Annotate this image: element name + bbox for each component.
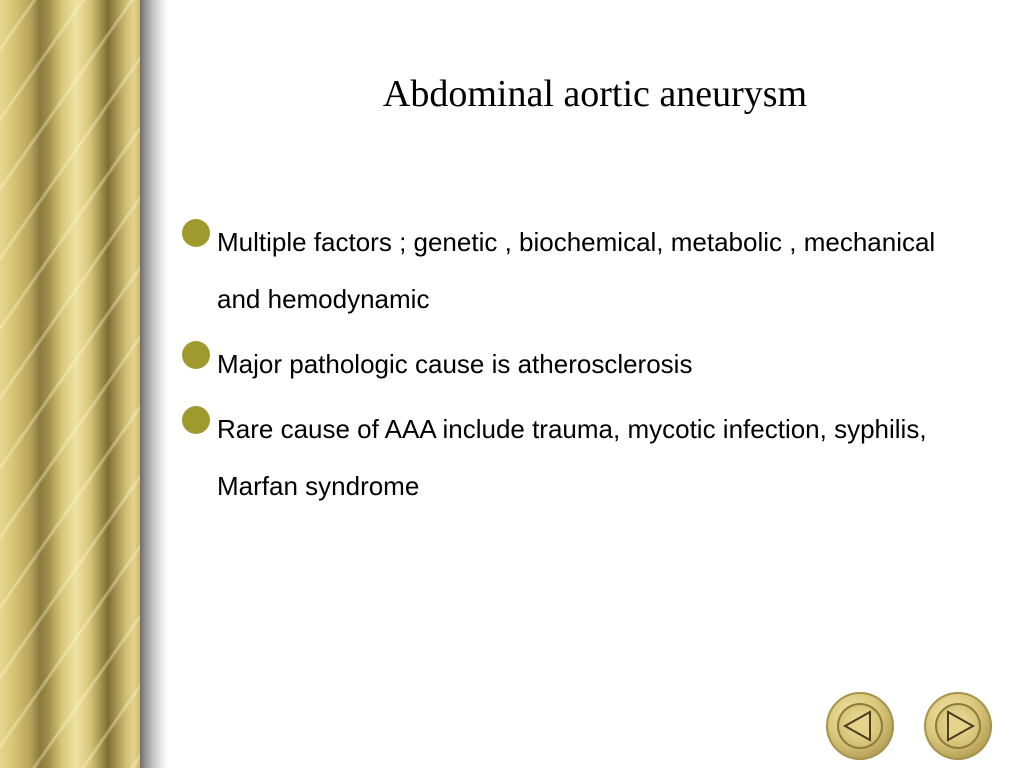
bullet-dot-icon bbox=[182, 406, 210, 434]
decorative-pillar bbox=[0, 0, 140, 768]
bullet-text: Rare cause of AAA include trauma, mycotic infection, syphilis, Marfan syndrome bbox=[217, 414, 927, 501]
bullet-item bbox=[182, 401, 972, 515]
pillar-shadow bbox=[140, 0, 168, 768]
bullet-dot-icon bbox=[182, 219, 210, 247]
next-slide-button[interactable] bbox=[924, 692, 992, 760]
bullet-list bbox=[182, 214, 972, 523]
bullet-item bbox=[182, 214, 972, 328]
bullet-text: Major pathologic cause is atherosclerosis bbox=[217, 349, 693, 379]
bullet-dot-icon bbox=[182, 341, 210, 369]
bullet-text: Multiple factors ; genetic , biochemical, metabolic , mechanical and hemodynamic bbox=[217, 227, 936, 314]
triangle-right-icon bbox=[924, 692, 992, 760]
slide-title: Abdominal aortic aneurysm bbox=[382, 73, 808, 115]
bullet-item bbox=[182, 336, 972, 393]
triangle-left-icon bbox=[826, 692, 894, 760]
previous-slide-button[interactable] bbox=[826, 692, 894, 760]
